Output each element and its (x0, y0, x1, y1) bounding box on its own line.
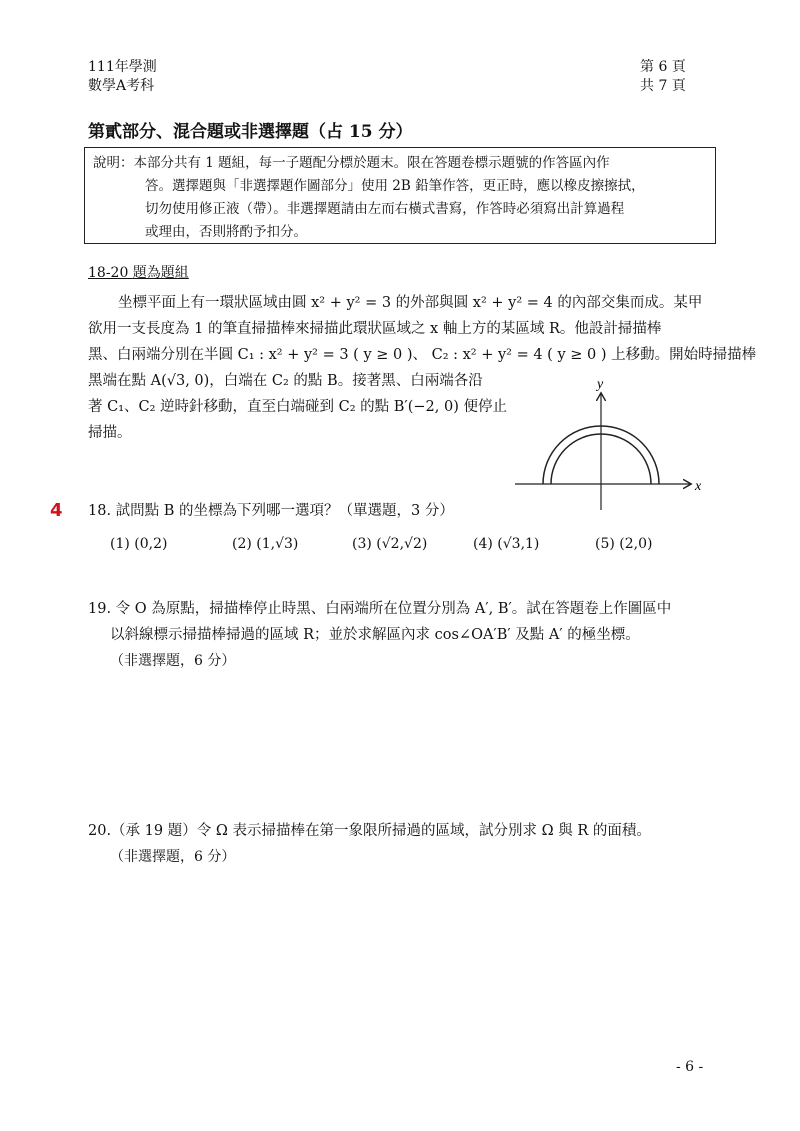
q20-text (88, 818, 651, 870)
stem-line: 坐標平面上有一環狀區域由圓 x² + y² = 3 的外部與圓 x² + y² = 4 的內部交集而成。某甲 (118, 295, 703, 311)
y-axis-label: y (597, 377, 604, 392)
stem-line: 黑端在點 A(√3, 0)，白端在 C₂ 的點 B。接著黑、白兩端各沿 (88, 373, 483, 389)
instruction-line: 或理由，否則將酌予扣分。 (145, 224, 307, 240)
total-pages: 共 7 頁 (640, 78, 686, 94)
instruction-line: 說明：本部分共有 1 題組，每一子題配分標於題末。限在答題卷標示題號的作答區內作 (93, 155, 610, 171)
question-marker: 4 (50, 500, 63, 521)
instruction-line: 答。選擇題與「非選擇題作圖部分」使用 2B 鉛筆作答，更正時，應以橡皮擦擦拭， (145, 178, 645, 194)
q20-line: 20.（承 19 題）令 Ω 表示掃描棒在第一象限所掃過的區域，試分別求 Ω 與 R 的面積。 (88, 823, 651, 839)
subject-name: 數學A考科 (88, 78, 155, 94)
q19-line: 19. 令 O 為原點，掃描棒停止時黑、白兩端所在位置分別為 A′, B′。試在答題卷上作圖區中 (88, 601, 672, 617)
annulus-figure (505, 372, 710, 512)
section-title: 第貳部分、混合題或非選擇題（占 15 分） (88, 122, 413, 142)
q18-option-4: (4) (√3,1) (473, 536, 540, 552)
page-number: - 6 - (676, 1059, 704, 1075)
q18-option-1: (1) (0,2) (110, 536, 168, 552)
q18-option-5: (5) (2,0) (595, 536, 653, 552)
q19-score: （非選擇題，6 分） (110, 653, 236, 669)
q18-option-3: (3) (√2,√2) (352, 536, 428, 552)
q18-option-2: (2) (1,√3) (232, 536, 299, 552)
q19-text (88, 596, 671, 674)
stem-line: 欲用一支長度為 1 的筆直掃描棒來掃描此環狀區域之 x 軸上方的某區域 R。他設計掃描棒 (88, 321, 662, 337)
instructions-box (84, 147, 716, 244)
stem-line: 掃描。 (88, 425, 132, 441)
q18-text: 18. 試問點 B 的坐標為下列哪一選項？（單選題，3 分） (88, 503, 454, 519)
question-group-label: 18-20 題為題組 (88, 265, 189, 281)
exam-name: 111年學測 (88, 59, 157, 75)
stem-line: 黑、白兩端分別在半圓 C₁ : x² + y² = 3 ( y ≥ 0 )、 C₂ : x² + y² = 4 ( y ≥ 0 ) 上移動。開始時掃描棒 (88, 347, 757, 363)
q20-score: （非選擇題，6 分） (110, 849, 236, 865)
q19-line: 以斜線標示掃描棒掃過的區域 R；並於求解區內求 cos∠OA′B′ 及點 A′ 的極坐標。 (110, 627, 640, 643)
instruction-line: 切勿使用修正液（帶）。非選擇題請由左而右橫式書寫，作答時必須寫出計算過程 (145, 201, 625, 217)
page-indicator: 第 6 頁 (640, 59, 686, 75)
x-axis-label: x (695, 479, 702, 494)
stem-line: 著 C₁、C₂ 逆時針移動，直至白端碰到 C₂ 的點 B′(−2, 0) 便停止 (88, 399, 507, 415)
